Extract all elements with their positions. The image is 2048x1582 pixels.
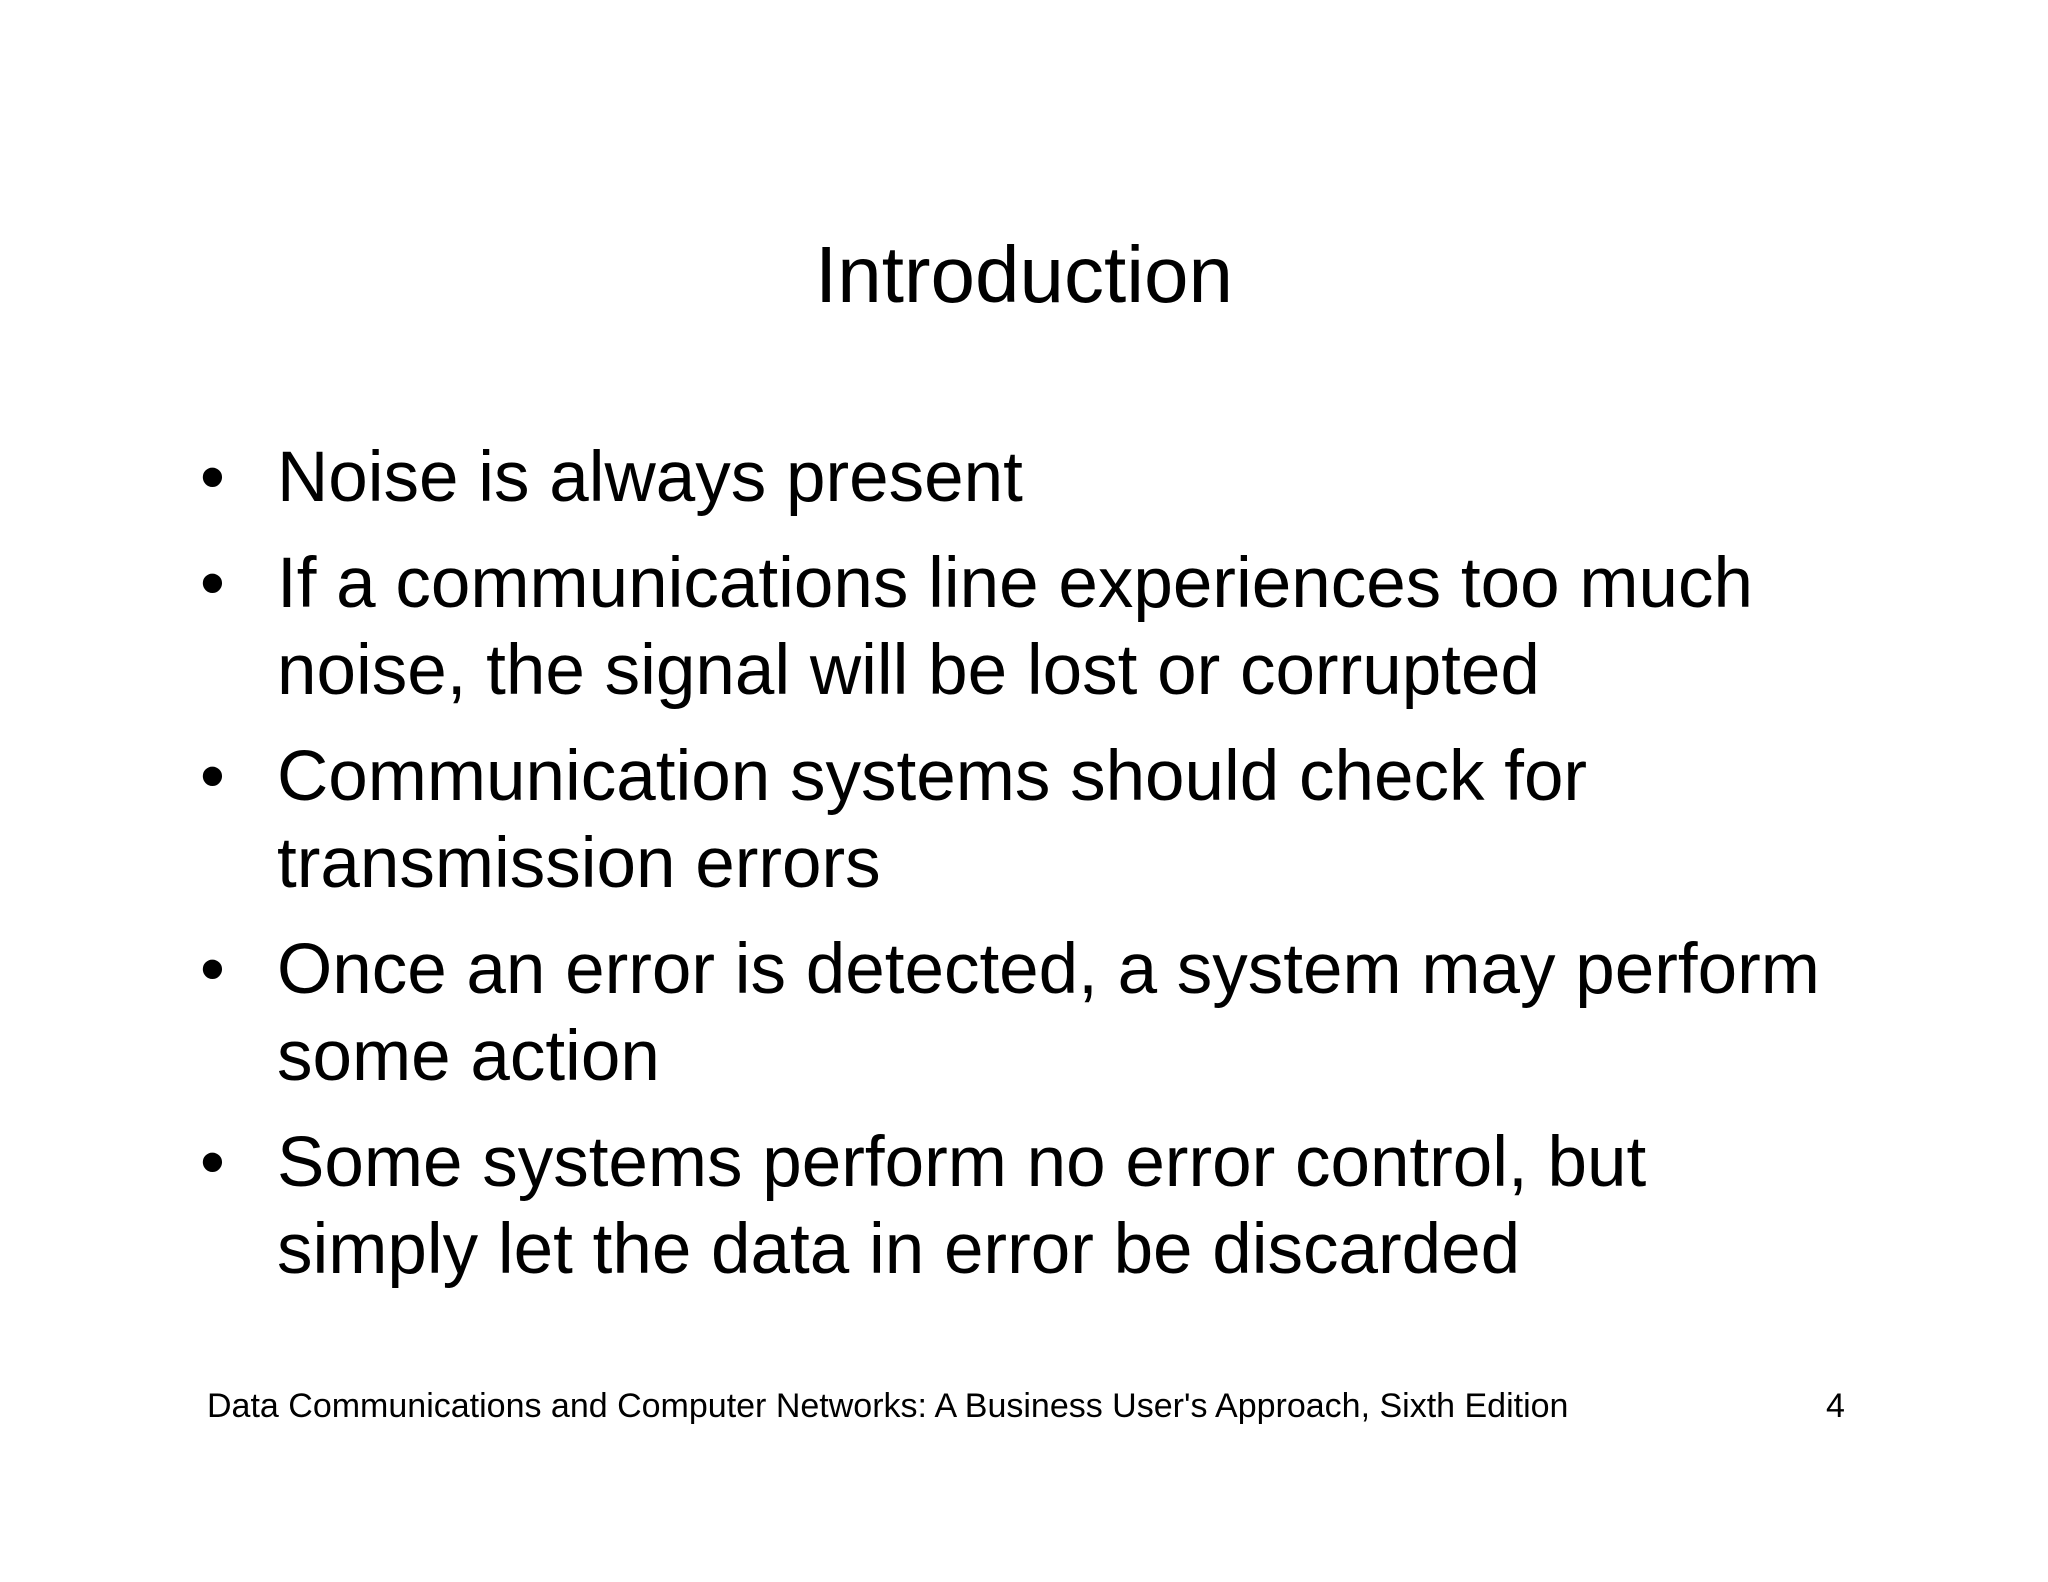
bullet-text: If a communications line experiences too much noise, the signal will be lost or corrupted <box>277 544 1753 710</box>
slide-title: Introduction <box>814 230 1234 319</box>
bullet-text: Noise is always present <box>277 438 1023 517</box>
bullet-item <box>200 540 1840 714</box>
bullet-icon: • <box>200 1123 225 1202</box>
bullet-item <box>200 434 1840 521</box>
bullet-text: Some systems perform no error control, but simply let the data in error be discarded <box>277 1123 1647 1289</box>
bullet-icon: • <box>200 930 225 1009</box>
bullet-icon: • <box>200 438 225 517</box>
bullet-icon: • <box>200 737 225 816</box>
bullet-item <box>200 733 1840 907</box>
bullet-item <box>200 1119 1840 1293</box>
page-number: 4 <box>1826 1387 1845 1425</box>
bullet-list <box>200 434 1840 1312</box>
bullet-icon: • <box>200 544 225 623</box>
bullet-text: Once an error is detected, a system may perform some action <box>277 930 1820 1096</box>
bullet-item <box>200 926 1840 1100</box>
bullet-text: Communication systems should check for transmission errors <box>277 737 1588 903</box>
footer-text: Data Communications and Computer Networks: A Business User's Approach, Sixth Edition <box>207 1387 1569 1425</box>
